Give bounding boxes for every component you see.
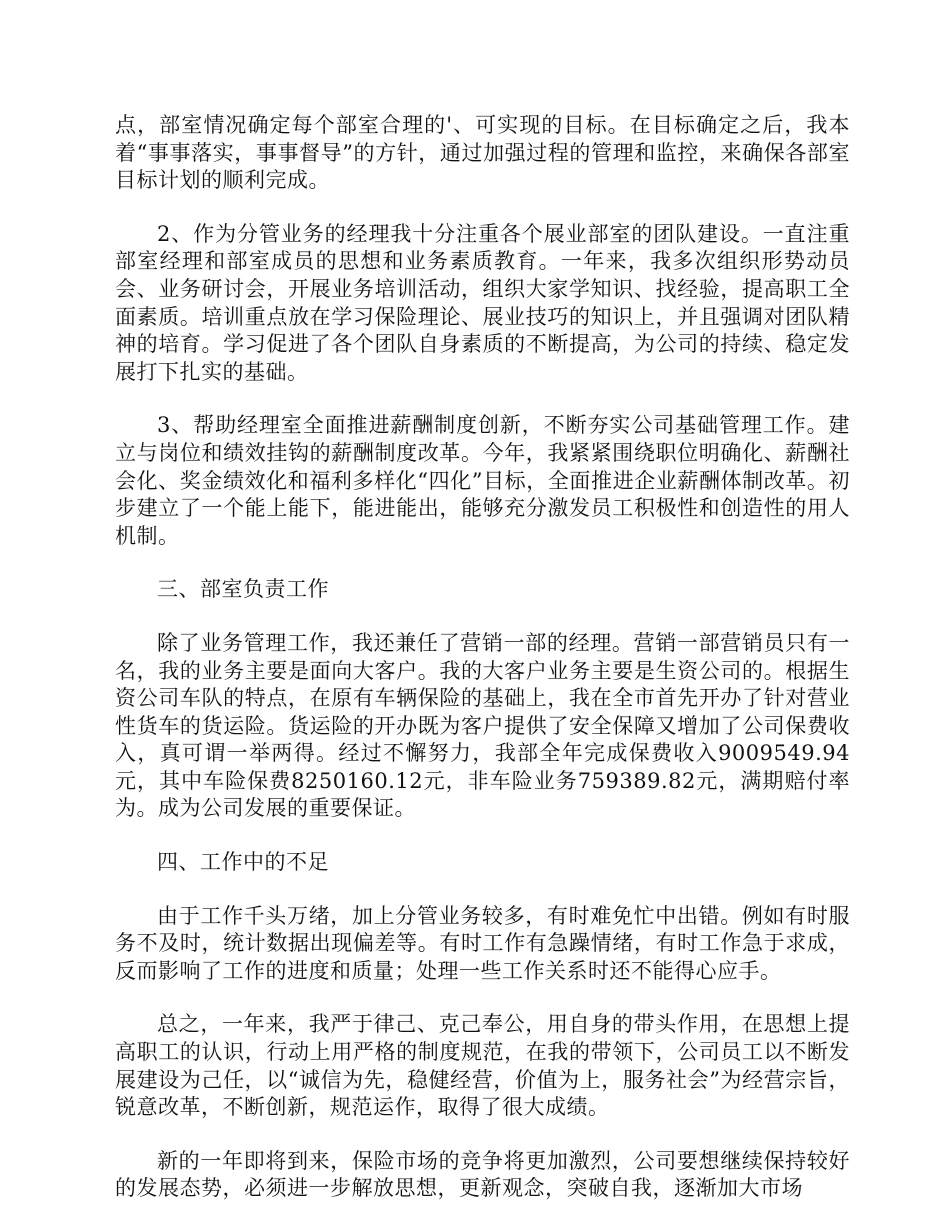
paragraph-shortcomings: 由于工作千头万绪，加上分管业务较多，有时难免忙中出错。例如有时服务不及时，统计数据出现偏差等。有时工作有急躁情绪，有时工作急于求成，反而影响了工作的进度和质量；处理一些工作关系时还不能得心应手。 (115, 903, 850, 983)
section-heading-shortcomings: 四、工作中的不足 (157, 850, 329, 875)
paragraph-department-work: 除了业务管理工作，我还兼任了营销一部的经理。营销一部营销员只有一名，我的业务主要是面向大客户。我的大客户业务主要是生资公司的。根据生资公司车队的特点，在原有车辆保险的基础上，我在全市首先开办了针对营业性货车的货运险。货运险的开办既为客户提供了安全保障又增加了公司保费收入，真可谓一举两得。经过不懈努力，我部全年完成保费收入9009549.94元，其中车险保费8250160.12元，非车险业务759389.82元，满期赔付率为。成为公司发展的重要保证。 (115, 630, 850, 821)
paragraph-team-building: 2、作为分管业务的经理我十分注重各个展业部室的团队建设。一直注重部室经理和部室成员的思想和业务素质教育。一年来，我多次组织形势动员会、业务研讨会，开展业务培训活动，组织大家学知识、找经验，提高职工全面素质。培训重点放在学习保险理论、展业技巧的知识上，并且强调对团队精神的培育。学习促进了各个团队自身素质的不断提高，为公司的持续、稳定发展打下扎实的基础。 (115, 221, 850, 384)
paragraph-summary: 总之，一年来，我严于律己、克己奉公，用自身的带头作用，在思想上提高职工的认识，行动上用严格的制度规范，在我的带领下，公司员工以不断发展建设为己任，以“诚信为先，稳健经营，价值为上，服务社会”为经营宗旨，锐意改革，不断创新，规范运作，取得了很大成绩。 (115, 1012, 850, 1120)
document-page (115, 112, 850, 1229)
section-heading-department-work: 三、部室负责工作 (157, 577, 329, 602)
paragraph-goal-setting: 点，部室情况确定每个部室合理的'、可实现的目标。在目标确定之后，我本着“事事落实，事事督导”的方针，通过加强过程的管理和监控，来确保各部室目标计划的顺利完成。 (115, 113, 850, 193)
paragraph-salary-reform: 3、帮助经理室全面推进薪酬制度创新，不断夯实公司基础管理工作。建立与岗位和绩效挂钩的薪酬制度改革。今年，我紧紧围绕职位明确化、薪酬社会化、奖金绩效化和福利多样化“四化”目标，全面推进企业薪酬体制改革。初步建立了一个能上能下，能进能出，能够充分激发员工积极性和创造性的用人机制。 (115, 413, 850, 548)
paragraph-outlook: 新的一年即将到来，保险市场的竞争将更加激烈，公司要想继续保持较好的发展态势，必须进一步解放思想，更新观念，突破自我，逐渐加大市场 (115, 1148, 850, 1201)
